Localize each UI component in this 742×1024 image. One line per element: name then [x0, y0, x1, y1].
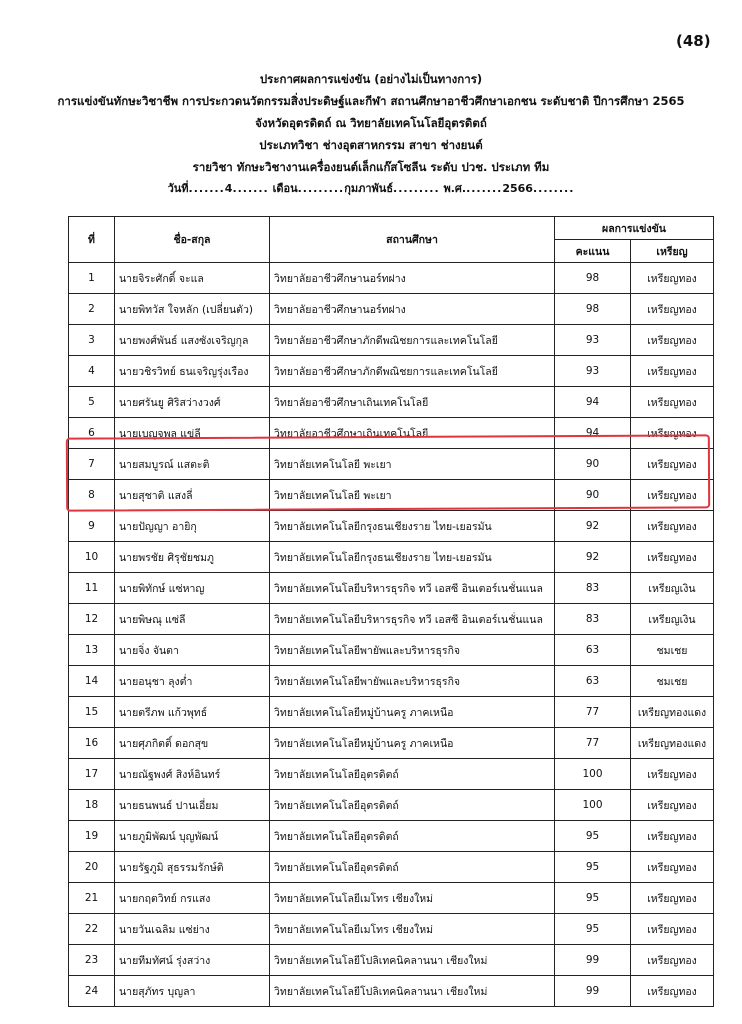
- results-table: [68, 216, 714, 1007]
- medal-value: เหรียญทอง: [631, 356, 714, 387]
- participant-name: นายเบญจพล แข่ลี: [115, 418, 270, 449]
- medal-value: เหรียญทอง: [631, 511, 714, 542]
- row-number: 24: [69, 976, 115, 1007]
- score-value: 99: [555, 945, 631, 976]
- school-name: วิทยาลัยอาชีวศึกษาเถินเทคโนโลยี: [270, 418, 555, 449]
- school-name: วิทยาลัยเทคโนโลยีอุตรดิตถ์: [270, 821, 555, 852]
- participant-name: นายรัฐภูมิ สุธรรมรักษ์ติ: [115, 852, 270, 883]
- table-row: [69, 635, 714, 666]
- medal-value: เหรียญทอง: [631, 480, 714, 511]
- row-number: 10: [69, 542, 115, 573]
- participant-name: นายพรชัย ศิรุชัยชมภู: [115, 542, 270, 573]
- table-row: [69, 728, 714, 759]
- row-number: 11: [69, 573, 115, 604]
- medal-value: เหรียญเงิน: [631, 604, 714, 635]
- table-row: [69, 263, 714, 294]
- table-row: [69, 852, 714, 883]
- row-number: 12: [69, 604, 115, 635]
- participant-name: นายวชิรวิทย์ ธนเจริญรุ่งเรือง: [115, 356, 270, 387]
- medal-value: เหรียญทอง: [631, 294, 714, 325]
- col-header-no: ที่: [69, 217, 115, 263]
- medal-value: เหรียญทอง: [631, 449, 714, 480]
- medal-value: เหรียญเงิน: [631, 573, 714, 604]
- row-number: 14: [69, 666, 115, 697]
- medal-value: เหรียญทอง: [631, 852, 714, 883]
- col-header-school: สถานศึกษา: [270, 217, 555, 263]
- subject-line: รายวิชา ทักษะวิชางานเครื่องยนต์เล็กแก๊สโซลีน ระดับ ปวช. ประเภท ทีม: [192, 160, 550, 174]
- participant-name: นายพิทวัส ใจหลัก (เปลี่ยนตัว): [115, 294, 270, 325]
- score-value: 63: [555, 635, 631, 666]
- participant-name: นายทีมทัศน์ รุ่งสว่าง: [115, 945, 270, 976]
- table-row: [69, 573, 714, 604]
- school-name: วิทยาลัยเทคโนโลยีโปลิเทคนิคลานนา เชียงใหม่: [270, 976, 555, 1007]
- participant-name: นายสมบูรณ์ แสตะติ: [115, 449, 270, 480]
- participant-name: นายศรันยู ศิริสว่างวงศ์: [115, 387, 270, 418]
- announcement-title: ประกาศผลการแข่งขัน (อย่างไม่เป็นทางการ): [259, 72, 483, 86]
- score-value: 99: [555, 976, 631, 1007]
- table-row: [69, 325, 714, 356]
- date-label-day: วันที่: [167, 182, 189, 195]
- table-row: [69, 666, 714, 697]
- row-number: 2: [69, 294, 115, 325]
- row-number: 5: [69, 387, 115, 418]
- table-row: [69, 790, 714, 821]
- score-value: 94: [555, 418, 631, 449]
- table-row: [69, 356, 714, 387]
- table-row: [69, 821, 714, 852]
- medal-value: เหรียญทอง: [631, 790, 714, 821]
- page-number: (48): [676, 32, 711, 50]
- school-name: วิทยาลัยเทคโนโลยี พะเยา: [270, 480, 555, 511]
- table-row: [69, 976, 714, 1007]
- row-number: 7: [69, 449, 115, 480]
- medal-value: เหรียญทอง: [631, 914, 714, 945]
- results-body: [69, 263, 714, 1007]
- col-header-name: ชื่อ-สกุล: [115, 217, 270, 263]
- score-value: 98: [555, 294, 631, 325]
- row-number: 8: [69, 480, 115, 511]
- participant-name: นายสุภัทร บุญลา: [115, 976, 270, 1007]
- row-number: 1: [69, 263, 115, 294]
- row-number: 16: [69, 728, 115, 759]
- participant-name: นายพงศ์พันธ์ แสงซังเจริญกุล: [115, 325, 270, 356]
- participant-name: นายธนพนธ์ ปานเอี่ยม: [115, 790, 270, 821]
- competition-title: การแข่งขันทักษะวิชาชีพ การประกวดนวัตกรรมสิ่งประดิษฐ์และกีฬา สถานศึกษาอาชีวศึกษาเอกชน ระดับชาติ ปีการศึกษา 2565: [57, 94, 685, 108]
- col-header-result: ผลการแข่งขัน: [555, 217, 714, 240]
- score-value: 95: [555, 852, 631, 883]
- school-name: วิทยาลัยเทคโนโลยีอุตรดิตถ์: [270, 759, 555, 790]
- medal-value: เหรียญทอง: [631, 418, 714, 449]
- participant-name: นายพิทักษ์ แซ่หาญ: [115, 573, 270, 604]
- school-name: วิทยาลัยอาชีวศึกษาภักดีพณิชยการและเทคโนโลยี: [270, 325, 555, 356]
- school-name: วิทยาลัยเทคโนโลยีเมโทร เชียงใหม่: [270, 883, 555, 914]
- medal-value: เหรียญทอง: [631, 759, 714, 790]
- row-number: 9: [69, 511, 115, 542]
- participant-name: นายศุภกิตติ์ ดอกสุข: [115, 728, 270, 759]
- school-name: วิทยาลัยเทคโนโลยีพายัพและบริหารธุรกิจ: [270, 635, 555, 666]
- col-header-medal: เหรียญ: [631, 240, 714, 263]
- score-value: 83: [555, 573, 631, 604]
- school-name: วิทยาลัยอาชีวศึกษาภักดีพณิชยการและเทคโนโลยี: [270, 356, 555, 387]
- date-day: 4: [224, 182, 233, 195]
- school-name: วิทยาลัยอาชีวศึกษาเถินเทคโนโลยี: [270, 387, 555, 418]
- score-value: 95: [555, 914, 631, 945]
- medal-value: เหรียญทอง: [631, 976, 714, 1007]
- table-row: [69, 418, 714, 449]
- participant-name: นายพิษณุ แซ่ลี: [115, 604, 270, 635]
- participant-name: นายวันเฉลิม แซ่ย่าง: [115, 914, 270, 945]
- medal-value: เหรียญทองแดง: [631, 728, 714, 759]
- score-value: 95: [555, 883, 631, 914]
- medal-value: เหรียญทองแดง: [631, 697, 714, 728]
- document-header: [0, 68, 742, 200]
- row-number: 22: [69, 914, 115, 945]
- school-name: วิทยาลัยเทคโนโลยีเมโทร เชียงใหม่: [270, 914, 555, 945]
- date-line: วันที่.......4....... เดือน.........กุมภาพันธ์......... พ.ศ........2566........: [167, 182, 575, 195]
- score-value: 63: [555, 666, 631, 697]
- participant-name: นายจิ่ง จันตา: [115, 635, 270, 666]
- school-name: วิทยาลัยเทคโนโลยีอุตรดิตถ์: [270, 852, 555, 883]
- table-row: [69, 449, 714, 480]
- school-name: วิทยาลัยเทคโนโลยีกรุงธนเชียงราย ไทย-เยอรมัน: [270, 542, 555, 573]
- school-name: วิทยาลัยเทคโนโลยีหมู่บ้านครู ภาคเหนือ: [270, 728, 555, 759]
- table-row: [69, 604, 714, 635]
- medal-value: เหรียญทอง: [631, 263, 714, 294]
- score-value: 90: [555, 480, 631, 511]
- table-row: [69, 480, 714, 511]
- school-name: วิทยาลัยอาชีวศึกษานอร์ทฝาง: [270, 263, 555, 294]
- participant-name: นายปัญญา อายิกุ: [115, 511, 270, 542]
- participant-name: นายสุชาติ แสงลี่: [115, 480, 270, 511]
- row-number: 13: [69, 635, 115, 666]
- participant-name: นายอนุชา ลุงต่ำ: [115, 666, 270, 697]
- score-value: 77: [555, 697, 631, 728]
- medal-value: เหรียญทอง: [631, 387, 714, 418]
- score-value: 90: [555, 449, 631, 480]
- score-value: 95: [555, 821, 631, 852]
- school-name: วิทยาลัยเทคโนโลยี พะเยา: [270, 449, 555, 480]
- school-name: วิทยาลัยเทคโนโลยีกรุงธนเชียงราย ไทย-เยอรมัน: [270, 511, 555, 542]
- category-line: ประเภทวิชา ช่างอุตสาหกรรม สาขา ช่างยนต์: [259, 138, 483, 152]
- school-name: วิทยาลัยเทคโนโลยีหมู่บ้านครู ภาคเหนือ: [270, 697, 555, 728]
- medal-value: เหรียญทอง: [631, 821, 714, 852]
- score-value: 83: [555, 604, 631, 635]
- row-number: 20: [69, 852, 115, 883]
- col-header-score: คะแนน: [555, 240, 631, 263]
- row-number: 18: [69, 790, 115, 821]
- row-number: 23: [69, 945, 115, 976]
- participant-name: นายจิระศักดิ์ จะแล: [115, 263, 270, 294]
- row-number: 4: [69, 356, 115, 387]
- medal-value: เหรียญทอง: [631, 945, 714, 976]
- table-row: [69, 697, 714, 728]
- table-row: [69, 914, 714, 945]
- score-value: 77: [555, 728, 631, 759]
- participant-name: นายภูมิพัฒน์ บุญพัฒน์: [115, 821, 270, 852]
- school-name: วิทยาลัยเทคโนโลยีอุตรดิตถ์: [270, 790, 555, 821]
- row-number: 17: [69, 759, 115, 790]
- table-row: [69, 759, 714, 790]
- table-row: [69, 883, 714, 914]
- score-value: 100: [555, 759, 631, 790]
- row-number: 15: [69, 697, 115, 728]
- medal-value: ชมเชย: [631, 635, 714, 666]
- medal-value: เหรียญทอง: [631, 542, 714, 573]
- participant-name: นายณัฐพงศ์ สิงห์อินทร์: [115, 759, 270, 790]
- score-value: 100: [555, 790, 631, 821]
- table-row: [69, 511, 714, 542]
- score-value: 92: [555, 542, 631, 573]
- school-name: วิทยาลัยเทคโนโลยีบริหารธุรกิจ ทวี เอสซี อินเตอร์เนชั่นแนล: [270, 573, 555, 604]
- score-value: 93: [555, 356, 631, 387]
- school-name: วิทยาลัยเทคโนโลยีโปลิเทคนิคลานนา เชียงใหม่: [270, 945, 555, 976]
- participant-name: นายตรีภพ แก้วพุทธ์: [115, 697, 270, 728]
- date-label-year: พ.ศ.: [443, 182, 467, 195]
- table-row: [69, 294, 714, 325]
- school-name: วิทยาลัยเทคโนโลยีพายัพและบริหารธุรกิจ: [270, 666, 555, 697]
- date-month: กุมภาพันธ์: [344, 182, 394, 195]
- row-number: 19: [69, 821, 115, 852]
- score-value: 93: [555, 325, 631, 356]
- table-row: [69, 945, 714, 976]
- table-row: [69, 387, 714, 418]
- row-number: 21: [69, 883, 115, 914]
- date-year: 2566: [502, 182, 533, 195]
- medal-value: เหรียญทอง: [631, 325, 714, 356]
- score-value: 94: [555, 387, 631, 418]
- row-number: 6: [69, 418, 115, 449]
- venue-line: จังหวัดอุตรดิตถ์ ณ วิทยาลัยเทคโนโลยีอุตรดิตถ์: [255, 116, 487, 130]
- date-label-month: เดือน: [272, 182, 298, 195]
- table-row: [69, 542, 714, 573]
- medal-value: ชมเชย: [631, 666, 714, 697]
- medal-value: เหรียญทอง: [631, 883, 714, 914]
- score-value: 98: [555, 263, 631, 294]
- score-value: 92: [555, 511, 631, 542]
- row-number: 3: [69, 325, 115, 356]
- school-name: วิทยาลัยเทคโนโลยีบริหารธุรกิจ ทวี เอสซี อินเตอร์เนชั่นแนล: [270, 604, 555, 635]
- school-name: วิทยาลัยอาชีวศึกษานอร์ทฝาง: [270, 294, 555, 325]
- participant-name: นายกฤตวิทย์ กรแสง: [115, 883, 270, 914]
